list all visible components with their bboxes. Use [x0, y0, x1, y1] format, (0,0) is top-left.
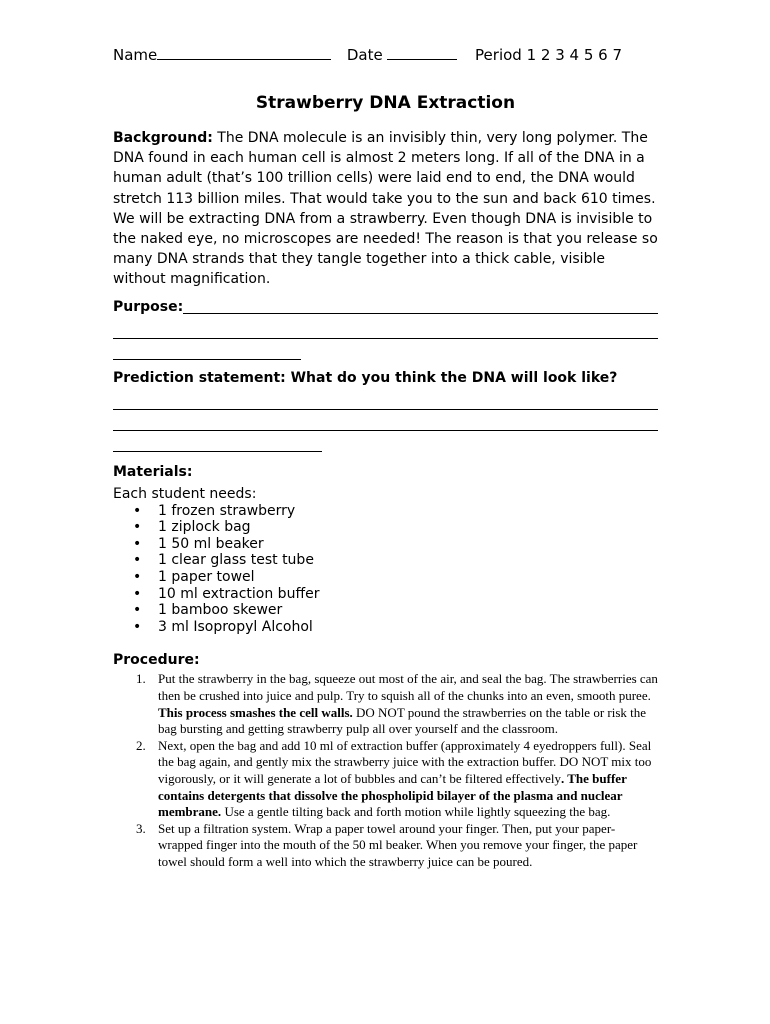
name-blank	[157, 45, 331, 60]
materials-heading: Materials:	[113, 463, 193, 480]
purpose-section	[113, 296, 658, 360]
list-item: • 1 clear glass test tube	[133, 552, 314, 569]
procedure-heading: Procedure:	[113, 652, 200, 669]
procedure-step: 1. Put the strawberry in the bag, squeeze out most of the air, and seal the bag. The strawberries can then be crushed into juice and pulp. Try to squish all of the chunks into an even, smooth puree. This process smashes the cell walls. DO NOT pound the strawberries on the table or risk the bag bursting and getting strawberry pulp all over yourself and the classroom.	[136, 671, 658, 737]
date-blank	[387, 45, 457, 60]
date-label: Date	[346, 46, 383, 64]
prediction-blank-2	[113, 410, 658, 431]
list-item: • 3 ml Isopropyl Alcohol	[133, 618, 313, 635]
procedure-list	[113, 671, 658, 870]
background-label: Background:	[113, 130, 213, 146]
prediction-label: Prediction statement: What do you think the DNA will look like?	[113, 369, 618, 386]
list-item: • 1 bamboo skewer	[133, 602, 283, 619]
list-item: • 1 ziplock bag	[133, 519, 251, 536]
period-numbers: 1 2 3 4 5 6 7	[526, 46, 623, 64]
materials-list	[113, 503, 658, 636]
list-item: • 10 ml extraction buffer	[133, 585, 320, 602]
header-line	[113, 44, 658, 66]
purpose-blank-3	[113, 339, 301, 360]
page-title: Strawberry DNA Extraction	[255, 93, 516, 113]
procedure-step: 3. Set up a filtration system. Wrap a paper towel around your finger. Then, put your paper-wrapped finger into the mouth of the 50 ml beaker. When you remove your finger, the paper towel should form a well into which the strawberry juice can be poured.	[136, 820, 638, 869]
prediction-blank-1	[113, 389, 658, 410]
list-item: • 1 50 ml beaker	[133, 535, 264, 552]
worksheet-page	[113, 44, 658, 871]
background-text: The DNA molecule is an invisibly thin, very long polymer. The DNA found in each human cell is almost 2 meters long. If all of the DNA in a human adult (that’s 100 trillion cells) were laid end to end, the DNA would stretch 113 billion miles. That would take you to the sun and back 610 times. We will be extracting DNA from a strawberry. Even though DNA is invisible to the naked eye, no microscopes are needed! The reason is that you release so many DNA strands that they tangle together into a thick cable, visible without magnification.	[113, 130, 658, 288]
procedure-step: 2. Next, open the bag and add 10 ml of extraction buffer (approximately 4 eyedroppers full). Seal the bag again, and gently mix the strawberry juice with the extraction buffer. DO NOT mix too vigorously, or it will generate a lot of bubbles and can’t be filtered effectively. The buffer contains detergents that dissolve the phospholipid bilayer of the plasma and nuclear membrane. Use a gentle tilting back and forth motion while lightly squeezing the bag.	[136, 737, 652, 820]
name-label: Name	[113, 46, 158, 64]
purpose-label: Purpose:	[113, 298, 184, 315]
purpose-blank-2	[113, 318, 658, 339]
purpose-blank-1	[183, 299, 658, 314]
period-label: Period	[475, 46, 522, 64]
background-paragraph	[113, 128, 658, 290]
materials-intro: Each student needs:	[113, 485, 257, 502]
prediction-blank-3	[113, 431, 322, 452]
list-item: • 1 frozen strawberry	[133, 502, 296, 519]
prediction-section	[113, 367, 658, 452]
list-item: • 1 paper towel	[133, 569, 255, 585]
